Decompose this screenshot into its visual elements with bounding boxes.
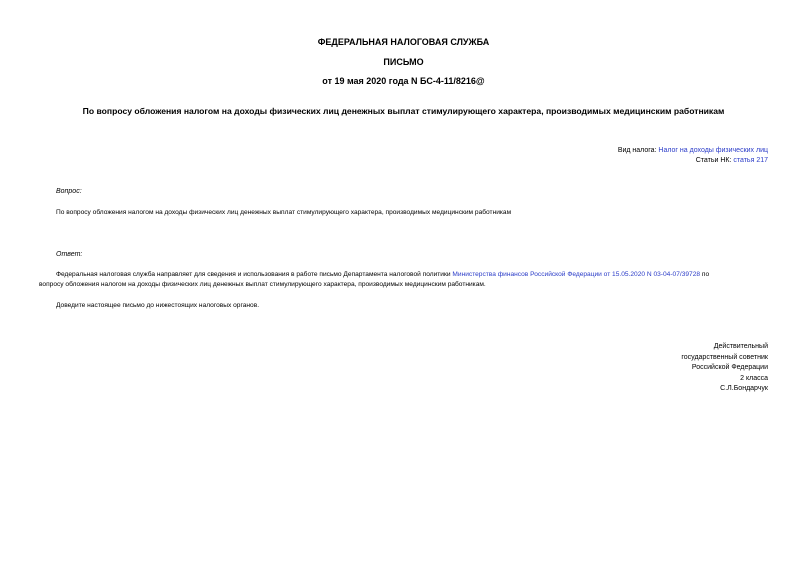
signature-line-3: Российской Федерации [691, 364, 768, 371]
answer-line1-text: Федеральная налоговая служба направляет для сведения и использования в работе письмо Департамента налоговой политики [56, 271, 453, 278]
tax-type-label: Вид налога: [617, 147, 659, 154]
tax-type-link[interactable]: Налог на доходы физических лиц [658, 147, 768, 154]
question-text: По вопросу обложения налогом на доходы физических лиц денежных выплат стимулирующего характера, производимых медицинским работникам [56, 209, 512, 216]
minfin-letter-link[interactable]: Министерства финансов Российской Федерации от 15.05.2020 N 03-04-07/39728 [452, 271, 701, 278]
nk-article-label: Статьи НК: [695, 157, 734, 164]
agency-title: ФЕДЕРАЛЬНАЯ НАЛОГОВАЯ СЛУЖБА [317, 37, 490, 47]
answer-paragraph-line-2: вопросу обложения налогом на доходы физических лиц денежных выплат стимулирующего характера, производимых медицинским работникам. [39, 281, 486, 288]
signature-line-1: Действительный [713, 343, 768, 350]
signature-line-4: 2 класса [740, 374, 768, 382]
nk-article-line [696, 156, 768, 165]
signature-name: С.Л.Бондарчук [720, 385, 768, 392]
doc-subject: По вопросу обложения налогом на доходы физических лиц денежных выплат стимулирующего характера, производимых медицинским работникам [82, 106, 725, 116]
answer-paragraph-line-3: Доведите настоящее письмо до нижестоящих налоговых органов. [56, 302, 260, 309]
doc-date-number: от 19 мая 2020 года N БС-4-11/8216@ [322, 76, 485, 86]
answer-line1-tail: по [700, 271, 710, 278]
doc-type-title: ПИСЬМО [383, 57, 424, 67]
signature-block [681, 342, 768, 395]
question-label: Вопрос: [56, 188, 82, 195]
answer-paragraph-line-1 [56, 270, 709, 280]
tax-type-line [618, 146, 768, 155]
nk-article-link[interactable]: статья 217 [733, 157, 768, 164]
signature-line-2: государственный советник [681, 353, 768, 361]
answer-label: Ответ: [56, 251, 83, 258]
